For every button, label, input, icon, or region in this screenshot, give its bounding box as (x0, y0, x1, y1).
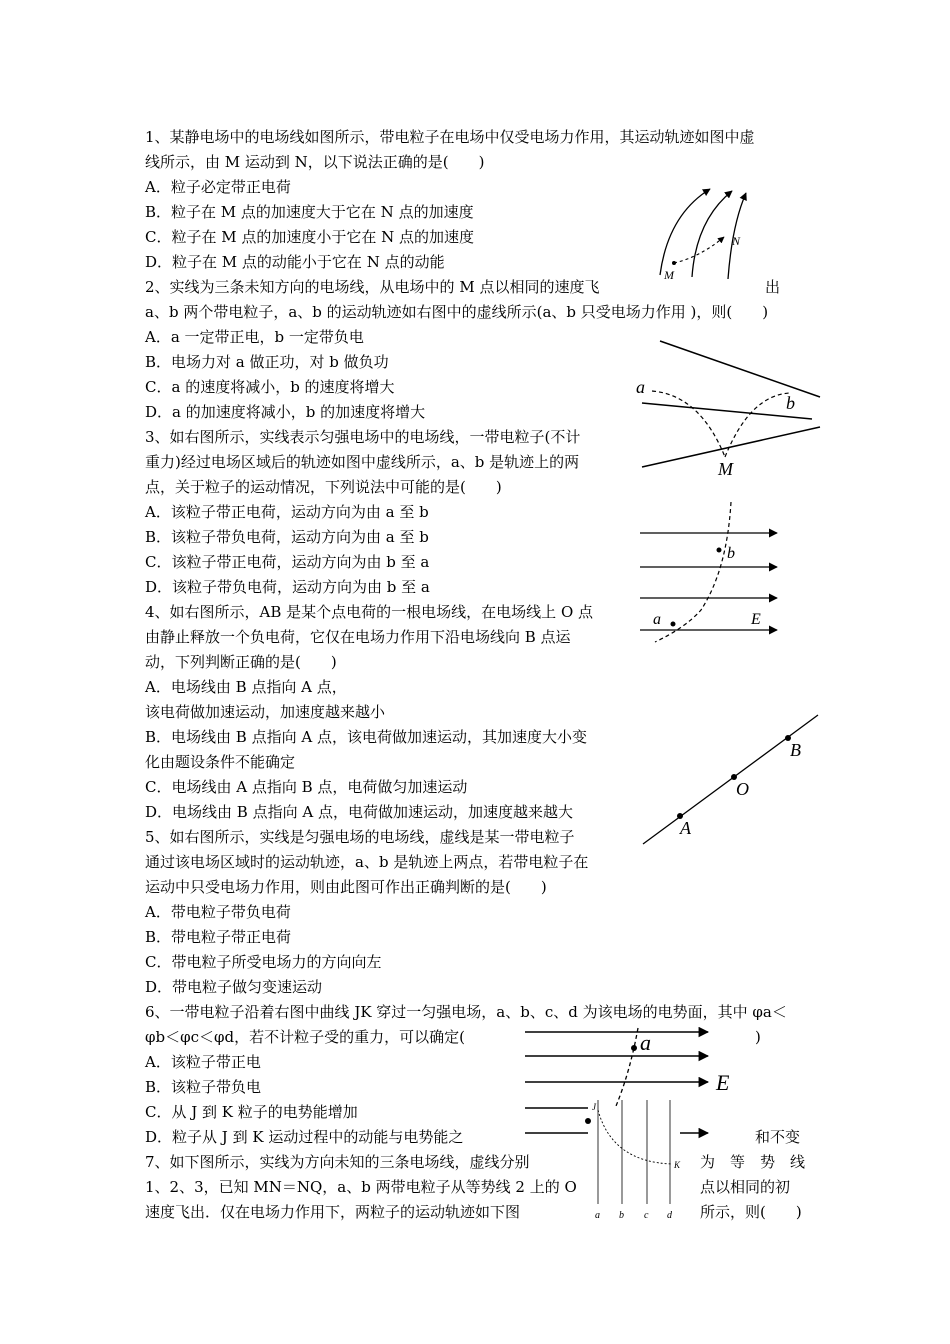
text-line: 5、如右图所示，实线是匀强电场的电场线，虚线是某一带电粒子 (145, 828, 575, 846)
text-line: 4、如右图所示，AB 是某个点电荷的一根电场线，在电场线上 O 点 (145, 603, 594, 621)
text-line-tail: ) (755, 1028, 761, 1046)
point-m-label: M (664, 268, 674, 282)
text-line: 重力)经过电场区域后的轨迹如图中虚线所示，a、b 是轨迹上的两 (145, 453, 580, 471)
text-line: 该电荷做加速运动，加速度越来越小 (145, 703, 386, 721)
text-line: 点，关于粒子的运动情况，下列说法中可能的是( ) (145, 478, 502, 496)
text-line: C．电场线由 A 点指向 B 点，电荷做匀加速运动 (145, 778, 468, 796)
point-a-label: A (680, 818, 691, 838)
point-j-label: J (592, 1102, 596, 1112)
text-line: C．带电粒子所受电场力的方向向左 (145, 953, 382, 971)
text-line-tail: 和不变 (755, 1128, 801, 1146)
point-b-label: B (790, 740, 801, 760)
field-e-label: E (751, 611, 761, 628)
text-line: A．该粒子带正电荷，运动方向为由 a 至 b (145, 503, 429, 521)
text-line: D．a 的加速度将减小，b 的加速度将增大 (145, 403, 426, 421)
text-line: D．电场线由 B 点指向 A 点，电荷做加速运动，加速度越来越大 (145, 803, 573, 821)
figure-6-equipotential (520, 1022, 750, 1222)
surface-b-bottom-label: b (619, 1210, 624, 1221)
text-line-tail: 为 等 势 线 (700, 1153, 806, 1171)
figure-3-uniform-field (635, 500, 785, 650)
field-e-label: E (716, 1070, 730, 1095)
figure-4-field-line (640, 712, 825, 847)
text-line: A．a 一定带正电，b 一定带负电 (145, 328, 364, 346)
text-line: A．该粒子带正电 (145, 1053, 261, 1071)
surface-c-bottom-label: c (644, 1210, 649, 1221)
text-line: φb＜φc＜φd，若不计粒子受的重力，可以确定( (145, 1028, 465, 1046)
text-line-tail: 所示，则( ) (700, 1203, 802, 1221)
trajectory-a-label: a (636, 377, 645, 397)
text-line: D．粒子在 M 点的动能小于它在 N 点的动能 (145, 253, 445, 271)
text-line: 动，下列判断正确的是( ) (145, 653, 337, 671)
point-k-label: K (674, 1160, 681, 1170)
trajectory-b-label: b (786, 393, 795, 413)
text-line: a、b 两个带电粒子，a、b 的运动轨迹如右图中的虚线所示(a、b 只受电场力作用 )，则( ) (145, 303, 769, 321)
point-m-label: M (718, 459, 733, 479)
text-line: D．该粒子带负电荷，运动方向为由 b 至 a (145, 578, 430, 596)
text-line: 7、如下图所示，实线为方向未知的三条电场线，虚线分别 (145, 1153, 530, 1171)
text-line: B．该粒子带负电荷，运动方向为由 a 至 b (145, 528, 429, 546)
text-line: B．该粒子带负电 (145, 1078, 262, 1096)
text-line: C．粒子在 M 点的加速度小于它在 N 点的加速度 (145, 228, 475, 246)
text-line: C．该粒子带正电荷，运动方向为由 b 至 a (145, 553, 430, 571)
text-line: A．粒子必定带正电荷 (145, 178, 291, 196)
text-line: 6、一带电粒子沿着右图中曲线 JK 穿过一匀强电场，a、b、c、d 为该电场的电势面，其中 φa＜ (145, 1003, 787, 1021)
text-line: 1、某静电场中的电场线如图所示，带电粒子在电场中仅受电场力作用，其运动轨迹如图中虚 (145, 128, 755, 146)
figure-2-field-lines (630, 335, 830, 480)
text-line: D．粒子从 J 到 K 运动过程中的动能与电势能之 (145, 1128, 464, 1146)
text-line: B．电场力对 a 做正功，对 b 做负功 (145, 353, 389, 371)
text-line: A．带电粒子带负电荷 (145, 903, 291, 921)
surface-a-label: a (640, 1030, 651, 1055)
text-line: 2、实线为三条未知方向的电场线，从电场中的 M 点以相同的速度飞 (145, 278, 600, 296)
text-line: C．从 J 到 K 粒子的电势能增加 (145, 1103, 358, 1121)
text-line: 线所示，由 M 运动到 N，以下说法正确的是( ) (145, 153, 485, 171)
point-b-label: b (727, 545, 735, 562)
text-line: B．电场线由 B 点指向 A 点，该电荷做加速运动，其加速度大小变 (145, 728, 587, 746)
surface-d-bottom-label: d (667, 1210, 672, 1221)
point-n-label: N (732, 234, 741, 248)
point-a-label: a (653, 611, 661, 628)
text-line: D．带电粒子做匀变速运动 (145, 978, 323, 996)
point-o-label: O (736, 779, 749, 799)
text-line: C．a 的速度将减小，b 的速度将增大 (145, 378, 395, 396)
text-line: 运动中只受电场力作用，则由此图可作出正确判断的是( ) (145, 878, 547, 896)
surface-a-bottom-label: a (595, 1210, 600, 1221)
text-line: B．带电粒子带正电荷 (145, 928, 292, 946)
text-line-tail: 出 (765, 278, 781, 296)
text-line: 由静止释放一个负电荷，它仅在电场力作用下沿电场线向 B 点运 (145, 628, 571, 646)
figure-1-field-lines (640, 185, 760, 285)
text-line: 化由题设条件不能确定 (145, 753, 296, 771)
text-line-tail: 点以相同的初 (700, 1178, 791, 1196)
text-line: A．电场线由 B 点指向 A 点， (145, 678, 347, 696)
text-line: B．粒子在 M 点的加速度大于它在 N 点的加速度 (145, 203, 474, 221)
text-line: 速度飞出．仅在电场力作用下，两粒子的运动轨迹如下图 (145, 1203, 521, 1221)
text-line: 3、如右图所示，实线表示匀强电场中的电场线，一带电粒子(不计 (145, 428, 581, 446)
text-line: 通过该电场区域时的运动轨迹，a、b 是轨迹上两点，若带电粒子在 (145, 853, 589, 871)
text-line: 1、2、3，已知 MN＝NQ，a、b 两带电粒子从等势线 2 上的 O (145, 1178, 577, 1196)
